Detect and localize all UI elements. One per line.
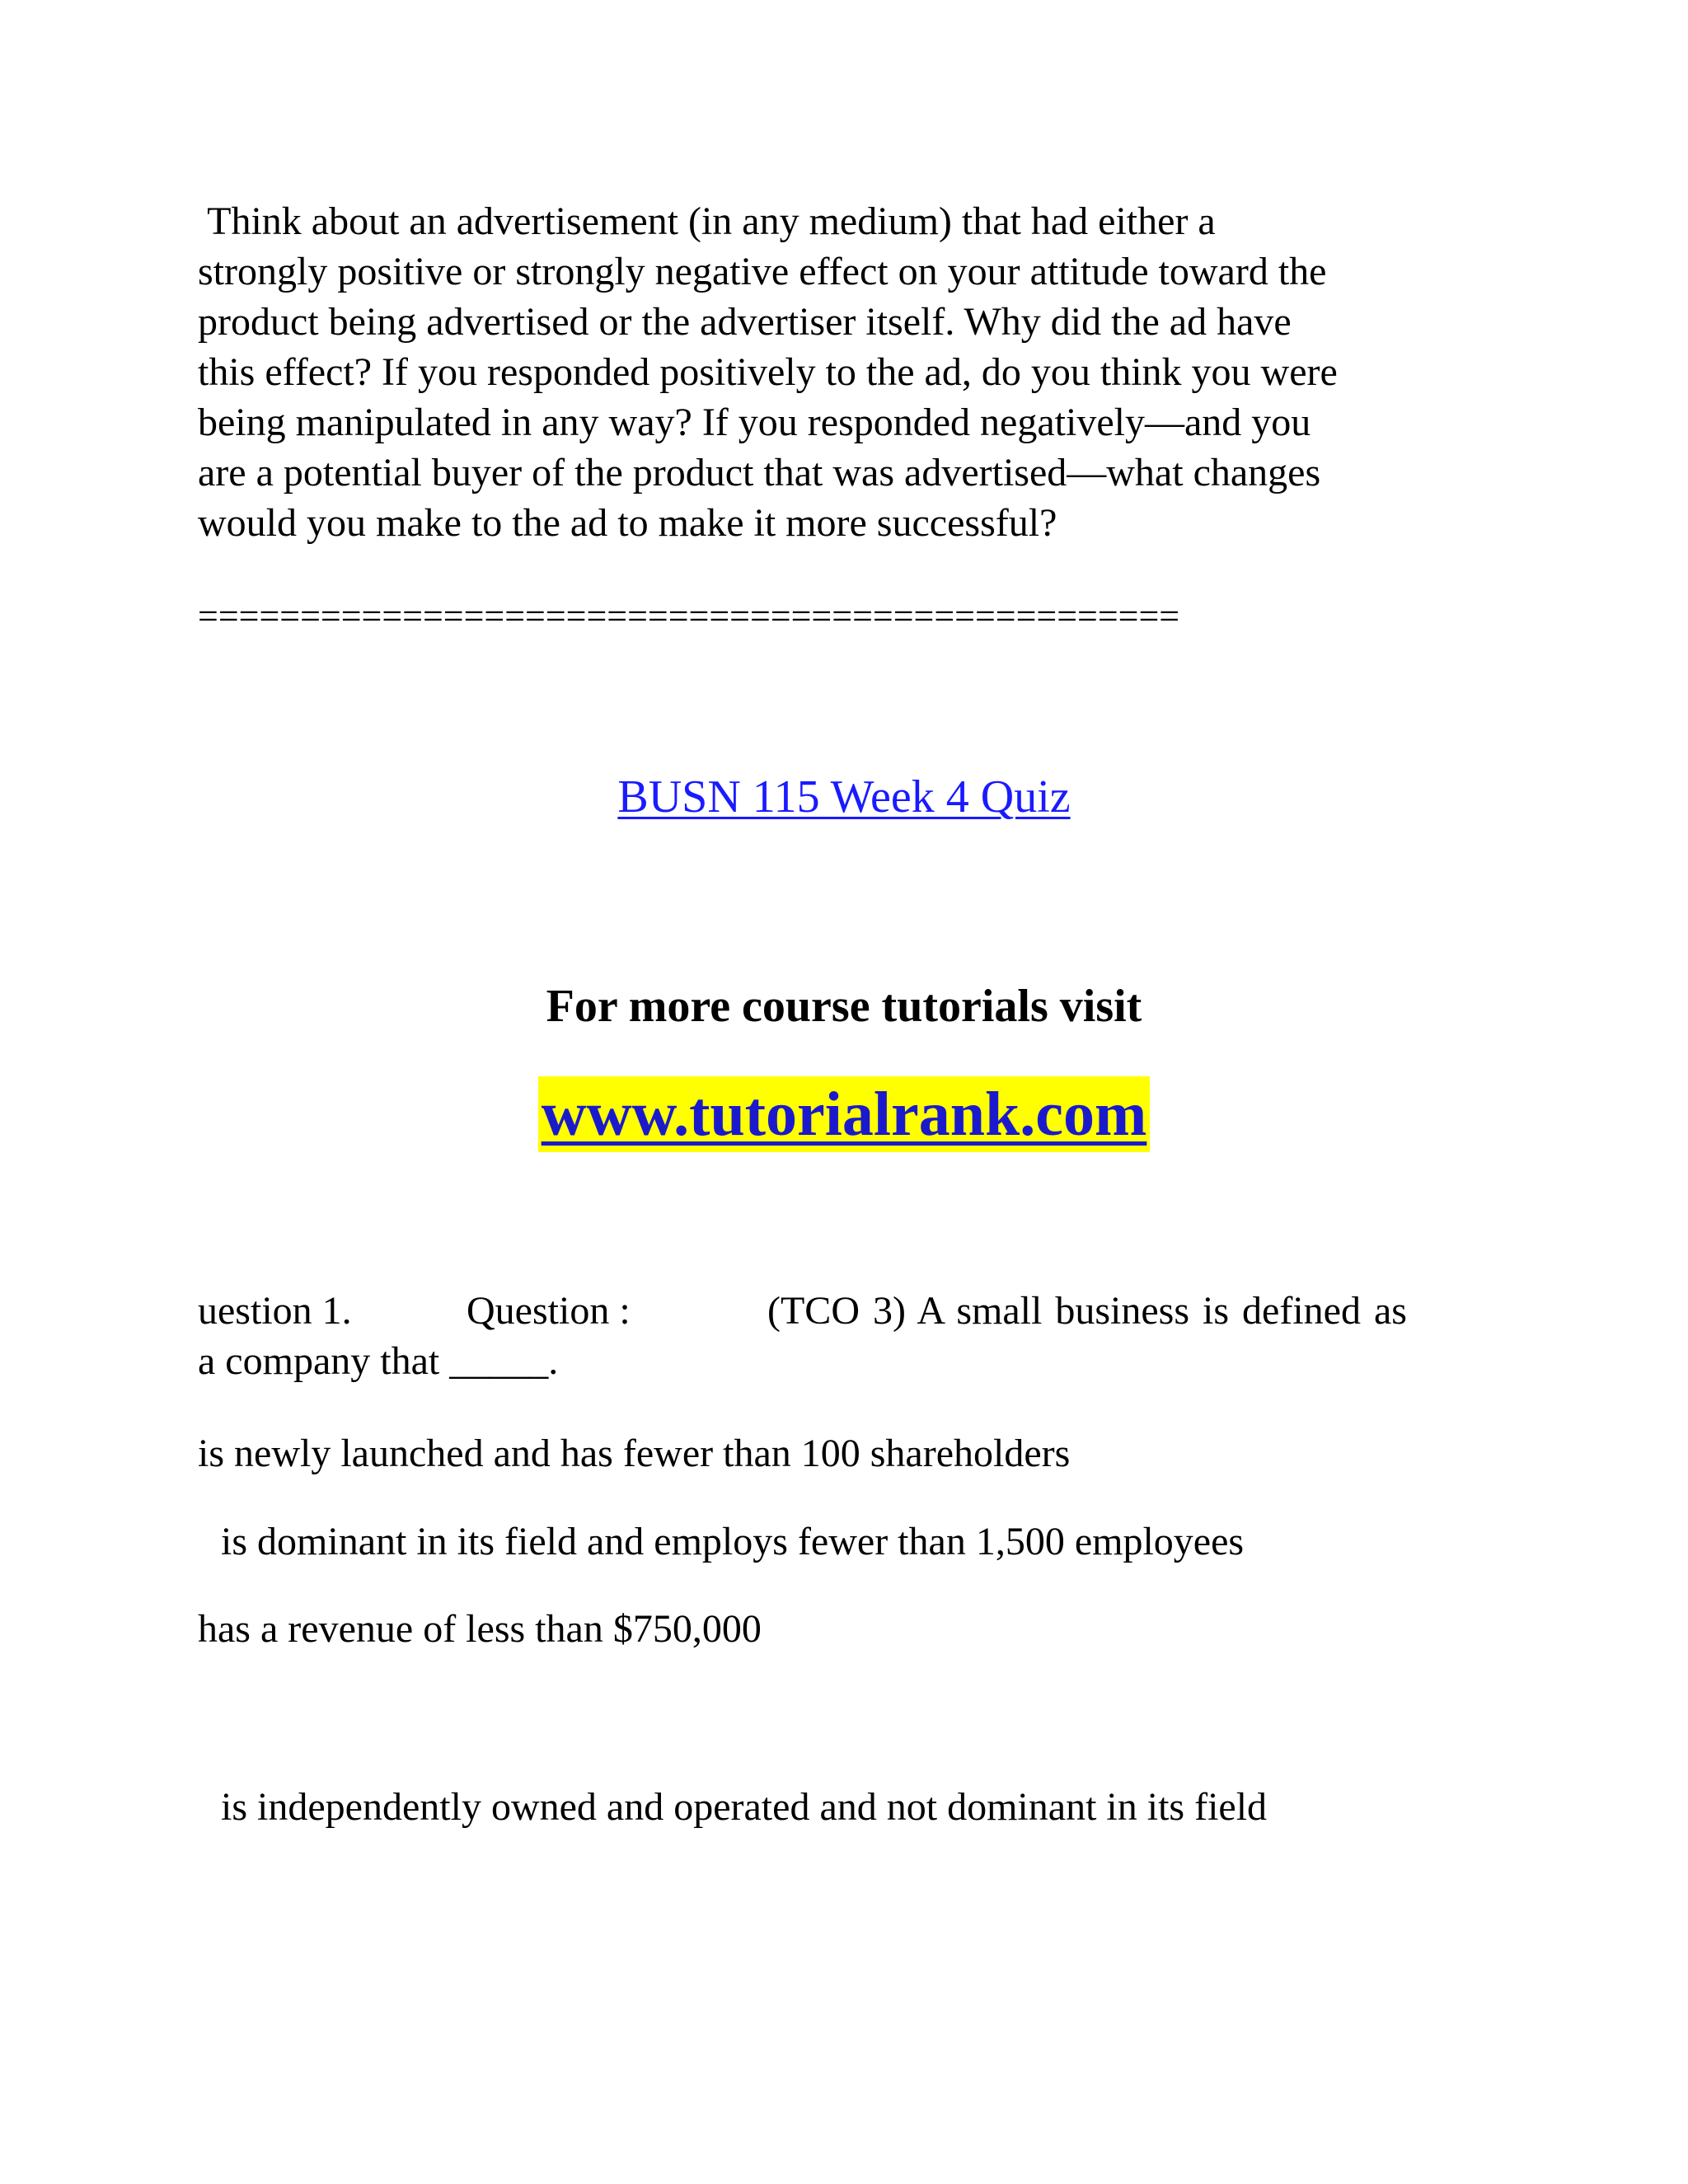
answer-option[interactable]: is dominant in its field and employs fewer than 1,500 employees [221,1520,1245,1563]
prompt-line: would you make to the ad to make it more successful? [198,501,1057,545]
prompt-line: this effect? If you responded positively to the ad, do you think you were [198,350,1338,394]
question-block [198,1286,1484,1386]
question-text-continued: a company that _____. [198,1339,559,1383]
question-text: (TCO 3) A small business is defined as [767,1289,1407,1333]
prompt-line: Think about an advertisement (in any medium) that had either a [198,199,1216,243]
prompt-line: strongly positive or strongly negative effect on your attitude toward the [198,250,1327,293]
site-link-wrapper [0,1076,1688,1169]
answer-option[interactable]: is newly launched and has fewer than 100 shareholders [198,1432,1071,1475]
question-number: uestion 1. [198,1289,352,1333]
site-link[interactable]: www.tutorialrank.com [538,1076,1151,1152]
answer-option[interactable]: has a revenue of less than $750,000 [198,1607,762,1651]
prompt-line: product being advertised or the advertiser itself. Why did the ad have [198,300,1292,344]
quiz-link[interactable]: BUSN 115 Week 4 Quiz [617,771,1071,823]
visit-heading: For more course tutorials visit [546,981,1142,1032]
answer-option[interactable]: is independently owned and operated and not dominant in its field [221,1785,1268,1829]
prompt-paragraph [198,196,1484,548]
question-label: Question : [467,1289,631,1333]
separator-line: ================================================ [198,596,1180,636]
prompt-line: being manipulated in any way? If you responded negatively—and you [198,401,1311,444]
question-line-1 [198,1286,1484,1336]
prompt-line: are a potential buyer of the product that was advertised—what changes [198,451,1321,494]
